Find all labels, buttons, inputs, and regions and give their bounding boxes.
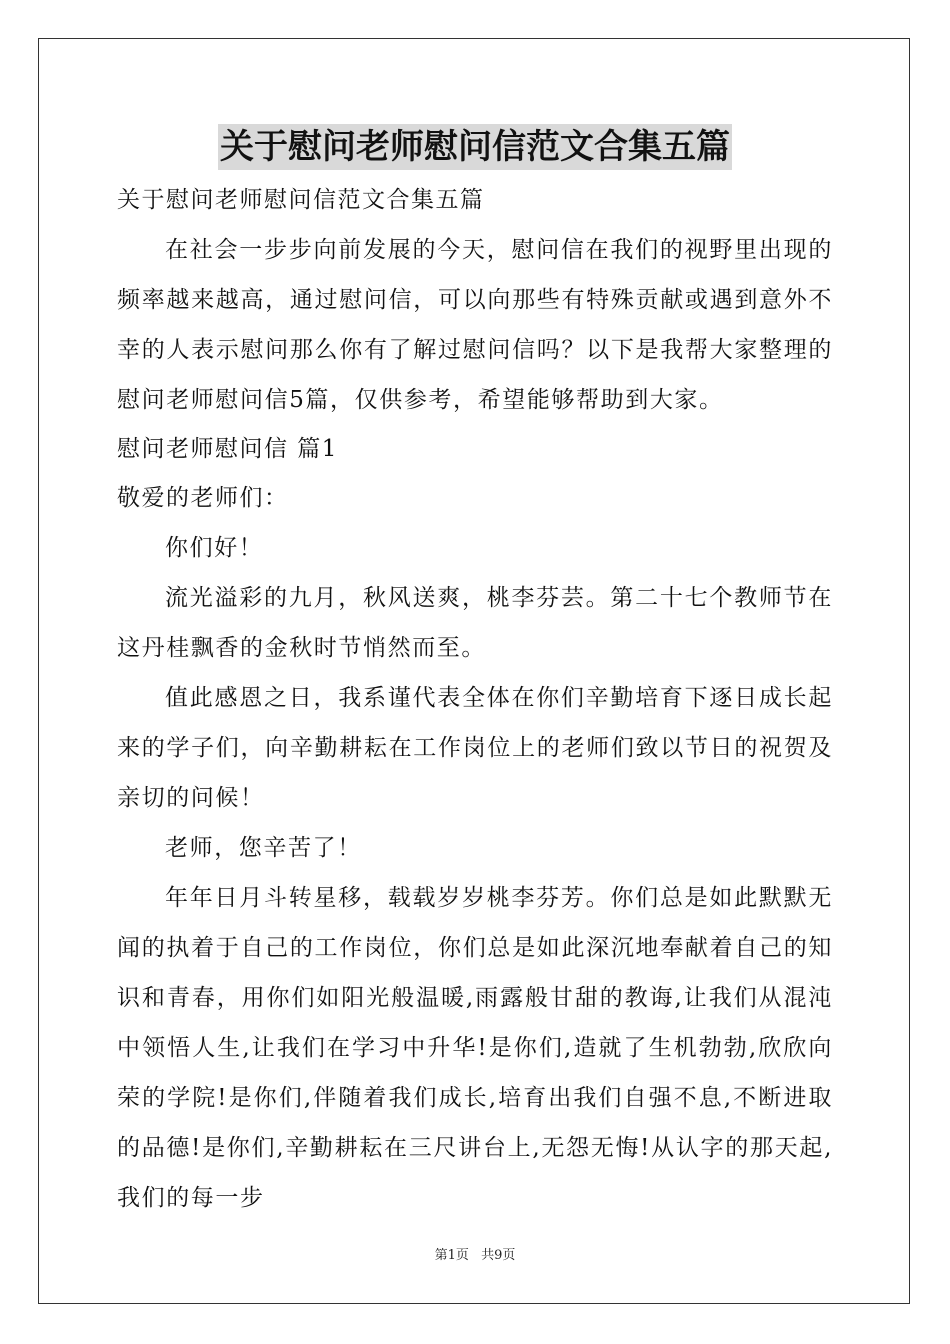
body-paragraph-2: 值此感恩之日，我系谨代表全体在你们辛勤培育下逐日成长起来的学子们，向辛勤耕耘在工作岗位上的老师们致以节日的祝贺及亲切的问候！ [117,685,833,811]
body-paragraph-1: 流光溢彩的九月，秋风送爽，桃李芬芸。第二十七个教师节在这丹桂飘香的金秋时节悄然而至。 [117,585,833,661]
page-footer [0,1247,950,1265]
document-title: 关于慰问老师慰问信范文合集五篇 [218,124,732,170]
intro-paragraph: 在社会一步步向前发展的今天，慰问信在我们的视野里出现的频率越来越高，通过慰问信，可以向那些有特殊贡献或遇到意外不幸的人表示慰问那么你有了解过慰问信吗？以下是我帮大家整理的慰问老师慰问信5篇，仅供参考，希望能够帮助到大家。 [117,237,833,413]
page-number: 第1页 [434,1248,469,1263]
title-wrap [0,124,950,170]
section-heading: 慰问老师慰问信 篇1 [117,436,338,462]
page-total: 共9页 [481,1248,516,1263]
body-paragraph-4: 年年日月斗转星移，载载岁岁桃李芬芳。你们总是如此默默无闻的执着于自己的工作岗位，你们总是如此深沉地奉献着自己的知识和青春，用你们如阳光般温暖,雨露般甘甜的教诲,让我们从混沌中领悟人生,让我们在学习中升华!是你们,造就了生机勃勃,欣欣向荣的学院!是你们,伴随着我们成长,培育出我们自强不息,不断进取的品德!是你们,辛勤耕耘在三尺讲台上,无怨无悔!从认字的那天起,我们的每一步 [117,885,833,1211]
salutation: 敬爱的老师们： [117,485,289,511]
document-body [117,176,833,1223]
document-subtitle: 关于慰问老师慰问信范文合集五篇 [117,187,485,213]
greeting: 你们好！ [165,535,264,561]
body-paragraph-3: 老师，您辛苦了！ [165,835,362,861]
